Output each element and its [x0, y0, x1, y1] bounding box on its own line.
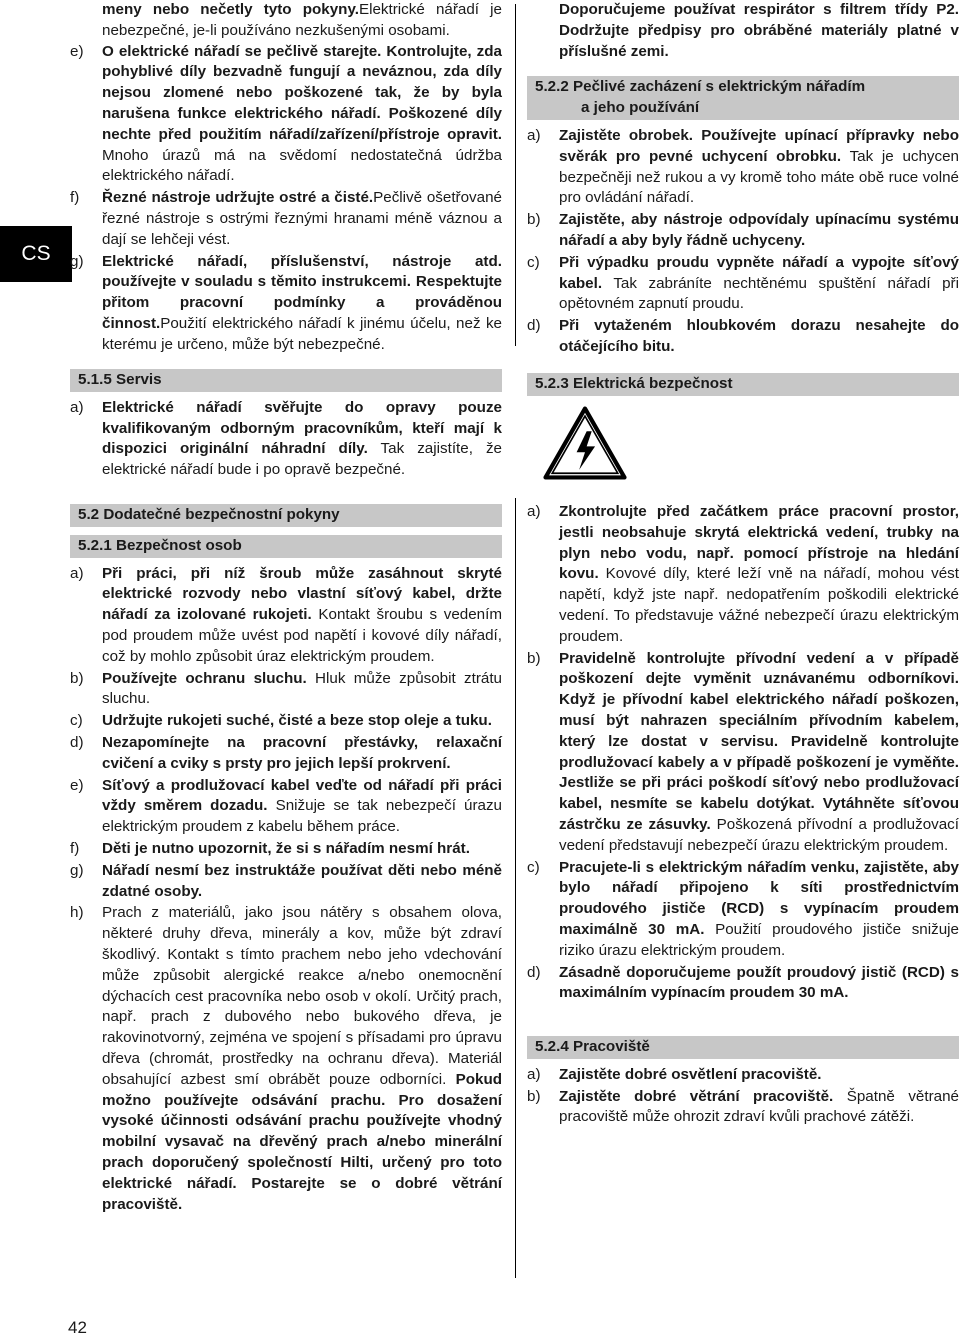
item-marker: c): [527, 858, 540, 876]
list-item: [70, 252, 502, 356]
list-item: [527, 1087, 959, 1129]
list-item: [70, 861, 502, 903]
item-marker: d): [527, 317, 541, 335]
servis-heading: 5.1.5 Servis: [70, 369, 502, 392]
list-item: [527, 126, 959, 209]
item-bold: O elektrické nářadí se pečlivě starejte. Kontrolujte, zda pohyblivé díly bezvadně fungují a neváznou, zda díly nejsou zlomené nebo poškozené tak, že by byla narušena funkce elektrického nářadí. Poškozené díly nechte před použitím nářadí/zařízení/přístroje opravit.: [102, 42, 502, 143]
item-text: Tak zabráníte nechtěnému spuštění nářadí při opětovném zapnutí proudu.: [559, 274, 959, 313]
continuation-bold: Doporučujeme používat respirátor s filtrem třídy P2. Dodržujte předpisy pro obráběné materiály platné v příslušné zemi.: [559, 1, 959, 60]
item-text: Hluk může způsobit ztrátu sluchu.: [102, 669, 502, 708]
item-bold: Zkontrolujte před začátkem práce pracovní prostor, jestli neobsahuje skrytá elektrická vedení, trubky na plyn nebo vodu, např. pomocí přístroje na hledání kovu.: [559, 503, 959, 583]
item-text: Pečlivě ošetřované řezné nástroje s ostrými řeznými hranami méně váznou a dají se lehčeji vést.: [102, 189, 502, 248]
section-heading-5-2: 5.2 Dodatečné bezpečnostní pokyny: [70, 504, 502, 527]
item-text: Tak je uchycen bezpečněji než rukou a vy kromě toho máte obě ruce volné pro ovládání nářadí.: [559, 147, 960, 207]
list-item: [527, 210, 959, 252]
list-item: [527, 253, 959, 315]
item-bold: Děti je nutno upozornit, že si s nářadím nesmí hrát.: [102, 839, 470, 857]
list-item: [527, 502, 959, 648]
item-bold: Při práci, při níž šroub může zasáhnout skryté elektrické rozvody nebo vlastní síťový kabel, držte nářadí za izolované rukojeti.: [102, 564, 502, 624]
item-marker: b): [527, 1087, 541, 1105]
item-marker: a): [527, 503, 541, 520]
electric-hazard-warning-icon: [543, 406, 627, 480]
list-item: [70, 903, 502, 1215]
electrical-safety-list: [527, 502, 959, 1005]
list-item: [527, 316, 959, 358]
list-item: [70, 839, 502, 860]
section-heading-5-2-2: [527, 76, 959, 120]
item-text: Snižuje se tak nebezpečí úrazu elektrickým proudem z kabelu během práce.: [102, 797, 502, 836]
item-bold: Zásadně doporučujeme použít proudový jistič (RCD) s maximálním vypínacím proudem 30 mA.: [559, 963, 959, 1002]
list-item: [70, 733, 502, 775]
section-heading-5-2-4: 5.2.4 Pracoviště: [527, 1036, 959, 1059]
servis-section: [70, 369, 502, 482]
page-number: 42: [68, 1318, 87, 1337]
item-marker: g): [70, 861, 84, 879]
item-marker: b): [70, 669, 84, 687]
item-text: Prach z materiálů, jako jsou nátěry s obsahem olova, některé druhy dřeva, minerály a kov, může být zdraví škodlivý. Kontakt s tímto prachem nebo jeho vdechování může způsobit alergické reakce a/nebo onemocnění dýchacích cest pracovníka nebo osob v okolí. Určitý prach, např. prach z dubového nebo bukového dřeva, je rakovinotvorný, zejména ve spojení s přísadami pro úpravu dřeva (chromát, prostředky na ochranu dřeva). Materiál obsahující azbest smí obrábět pouze odborníci.: [102, 904, 502, 1088]
item-bold: Nezapomínejte na pracovní přestávky, relaxační cvičení a cviky s prsty pro jejich lepší prokrvení.: [102, 733, 502, 772]
item-text: Poškozená přívodní a prodlužovací vedení představují nebezpečí úrazu elektrickým proudem.: [559, 815, 959, 854]
item-bold: Řezné nástroje udržujte ostré a čisté.: [102, 189, 374, 207]
item-text: Kontakt šroubu s vedením pod proudem může uvést pod napětí i kovové díly nářadí, což by mohlo způsobit úraz elektrickým proudem.: [102, 606, 502, 665]
item-bold: Zajistěte, aby nástroje odpovídaly upínacímu systému nářadí a aby byly řádně uchyceny.: [559, 211, 959, 249]
item-marker: a): [70, 398, 84, 416]
item-marker: d): [70, 733, 84, 751]
item-bold: Při vytaženém hloubkovém dorazu nesahejte do otáčejícího bitu.: [559, 317, 959, 355]
list-item: [527, 1065, 959, 1086]
item-bold: Pracujete-li s elektrickým nářadím venku, zajistěte, aby bylo nářadí připojeno k síti prostřednictvím proudového jističe (RCD) s vypínacím proudem maximálně 30 mA.: [559, 858, 959, 938]
item-marker: c): [70, 712, 83, 730]
continuation-paragraph: [70, 0, 502, 42]
left-top-block: [70, 0, 502, 357]
column-divider-top: [515, 4, 516, 346]
item-text: Použití proudového jističe snižuje riziko úrazu elektrickým proudem.: [559, 920, 959, 959]
additional-safety-section: [70, 504, 502, 1216]
item-text: Kovové díly, které leží vně na nářadí, mohou vést napětí, když jste např. nedopatřením poškodili elektrické vedení. To představuje vážné nebezpečí úrazu elektrickým proudem.: [559, 565, 959, 645]
list-item: [527, 963, 959, 1005]
item-marker: a): [527, 126, 541, 144]
item-marker: a): [70, 564, 84, 582]
workplace-section: [527, 1036, 959, 1129]
list-item: [70, 776, 502, 838]
item-text: Mnoho úrazů má na svědomí nedostatečná údržba elektrického nářadí.: [102, 146, 502, 185]
item-marker: e): [70, 776, 84, 794]
continuation-bold: meny nebo nečetly tyto pokyny.: [102, 1, 359, 18]
heading-line-2: a jeho používání: [581, 99, 700, 117]
item-bold: Nářadí nesmí bez instruktáže používat děti nebo méně zdatné osoby.: [102, 861, 502, 900]
section-heading-5-2-3: 5.2.3 Elektrická bezpečnost: [527, 373, 959, 396]
list-item: [70, 398, 502, 481]
item-marker: b): [527, 211, 541, 229]
item-bold: Zajistěte obrobek. Používejte upínací přípravky nebo svěrák pro pevné uchycení obrobku.: [559, 126, 959, 165]
continuation-text: Elektrické nářadí je nebezpečné, je-li používáno nezkušenými osobami.: [102, 1, 502, 39]
item-marker: c): [527, 253, 540, 271]
item-marker: g): [70, 252, 84, 270]
language-tab-label: CS: [21, 242, 51, 265]
item-bold: Při výpadku proudu vypněte nářadí a vypojte síťový kabel.: [559, 253, 959, 292]
item-marker: f): [70, 839, 80, 857]
item-bold: Síťový a prodlužovací kabel veďte od nářadí při práci vždy směrem dozadu.: [102, 776, 502, 815]
section-heading-5-2-1: 5.2.1 Bezpečnost osob: [70, 535, 502, 558]
item-bold: Pravidelně kontrolujte přívodní vedení a v případě poškození dejte vyměnit uznávanému odborníkovi. Když je přívodní kabel elektrického nářadí poškozen, musí být nahrazen speciálním přívodním kabelem, který lze dostat v servisu. Pravidelně kontrolujte prodlužovací kabely a v případě poškození je vyměňte. Jestliže se při práci poškodí síťový nebo prodlužovací kabel, nesmíte se kabelu dotýkat. Vytáhněte síťovou zástrčku ze zásuvky.: [559, 649, 959, 833]
list-item: [70, 42, 502, 188]
item-bold: Elektrické nářadí, příslušenství, nástroje atd. používejte v souladu s těmito instrukcemi. Respektujte přitom pracovní podmínky a prováděnou činnost.: [102, 252, 502, 332]
item-marker: d): [527, 963, 541, 981]
item-marker: b): [527, 649, 541, 667]
list-item: [70, 188, 502, 250]
continuation-paragraph: [527, 0, 959, 62]
item-bold: Pokud možno používejte odsávání prachu. Pro dosažení vysoké účinnosti odsávání prachu používejte vhodný mobilní vysavač na dřevěný prach a/nebo minerální prach doporučený společností Hilti, určený pro toto elektrické nářadí. Postarejte se o dobré větrání pracoviště.: [102, 1070, 502, 1213]
language-tab: [0, 226, 72, 282]
list-item: [70, 711, 502, 732]
list-item: [70, 564, 502, 668]
item-text: Použití elektrického nářadí k jinému účelu, než ke kterému je určeno, může být nebezpečné.: [102, 314, 502, 353]
item-marker: f): [70, 189, 80, 207]
item-marker: h): [70, 904, 84, 922]
heading-line-1: 5.2.2 Pečlivé zacházení s elektrickým nářadím: [535, 78, 866, 96]
item-text: Tak zajistíte, že elektrické nářadí bude i po opravě bezpečné.: [102, 440, 502, 479]
item-text: Špatně větrané pracoviště může ohrozit zdraví kvůli prachové zátěži.: [559, 1087, 960, 1126]
item-marker: a): [527, 1065, 541, 1083]
item-marker: e): [70, 42, 84, 60]
item-bold: Používejte ochranu sluchu.: [102, 669, 307, 687]
list-item: [527, 858, 959, 962]
item-bold: Zajistěte dobré větrání pracoviště.: [559, 1087, 834, 1105]
list-item: [70, 669, 502, 711]
item-bold: Zajistěte dobré osvětlení pracoviště.: [559, 1065, 822, 1083]
list-item: [527, 649, 959, 857]
item-bold: Elektrické nářadí svěřujte do opravy pouze kvalifikovaným odborným pracovníkům, kteří mají k dispozici originální náhradní díly.: [102, 398, 502, 458]
item-bold: Udržujte rukojeti suché, čisté a beze stop oleje a tuku.: [102, 712, 492, 730]
right-top-block: [527, 0, 959, 486]
column-divider-bottom: [515, 498, 516, 1278]
